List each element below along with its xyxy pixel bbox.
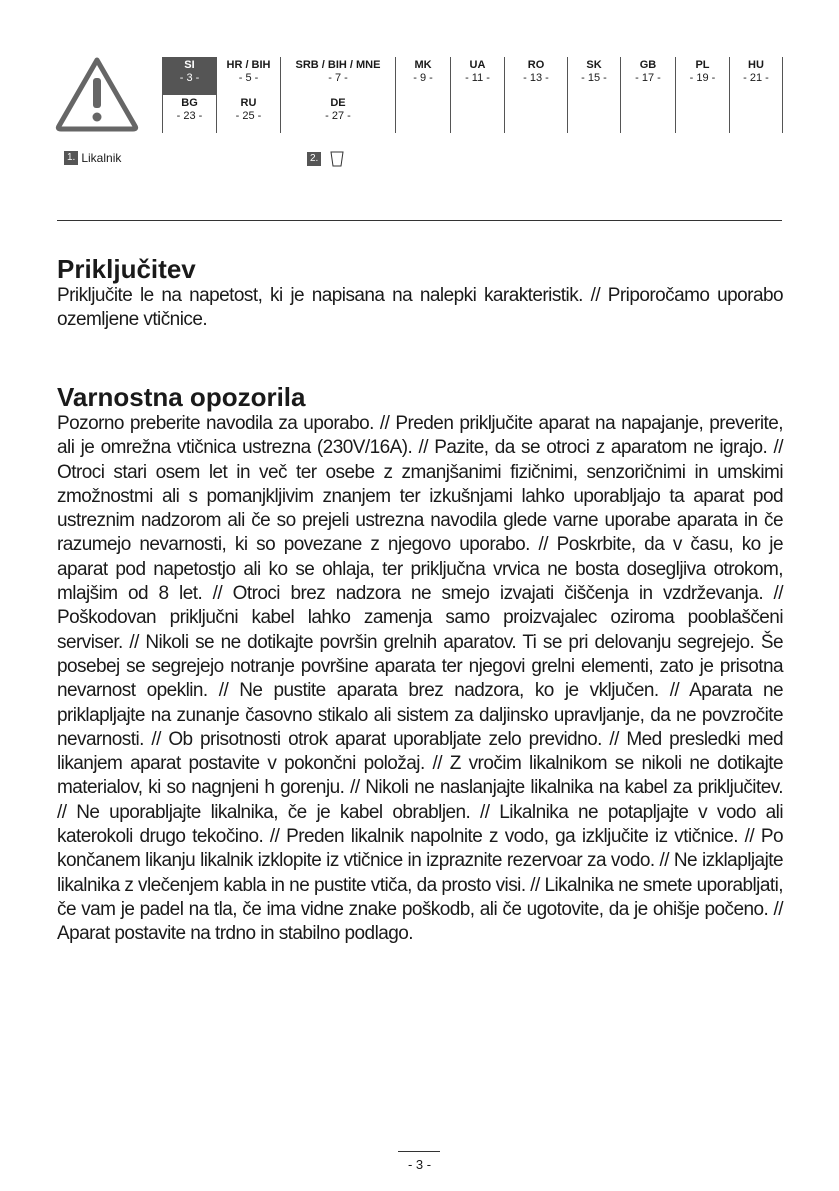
- section-text: Priključite le na napetost, ki je napisana na nalepki karakteristik. // Priporočamo uporabo ozemljene vtičnice.: [57, 285, 783, 331]
- lang-cell-bg[interactable]: BG - 23 -: [163, 95, 217, 133]
- lang-cell-empty: [621, 95, 676, 133]
- lang-cell-hr-bih[interactable]: HR / BIH - 5 -: [217, 57, 281, 95]
- section-text: Pozorno preberite navodila za uporabo. // Preden priključite aparat na napajanje, preverite, ali je omrežna vtičnica ustrezna (230V/16A). // Pazite, da se otroci z aparatom ne igrajo. // Otroci stari osem let in več ter osebe z zmanjšanimi fizičnimi, senzoričnimi in umskimi zmožnostmi ali s pomanjkljivim znanjem ter izkušnjami lahko uporabljajo ta aparat pod ustreznim nadzorom ali če so prejeli ustrezna navodila glede varne uporabe aparata in če razumejo nevarnosti, ki so povezane z njegovo uporabo. // Poskrbite, da v času, ko je aparat pod napetostjo ali ko se ohlaja, ter priključna vrvica ne bosta dosegljiva otrokom, mlajšim od 8 let. // Otroci brez nadzora ne smejo izvajati čiščenja in vzdrževanja. // Poškodovan priključni kabel lahko zamenja samo proizvajalec oziroma pooblaščeni serviser. // Nikoli se ne dotikajte površin grelnih aparatov. Ti se pri delovanju segrejejo. Še posebej se segrejejo notranje površine aparata ter njegovi grelni elementi, zato je prisotna nevarnost opeklin. // Ne pustite aparata brez nadzora, ko je vključen. // Aparata ne priklapljajte na zunanje časovno stikalo ali sistem za daljinsko upravljanje, da ne povzročite nevarnosti. // Ob prisotnosti otrok aparat uporabljate zelo previdno. // Med presledki med likanjem aparat postavite v pokončni položaj. // Z vročim likalnikom se nikoli ne dotikajte materialov, ki so nagnjeni h gorenju. // Nikoli ne naslanjajte likalnika na kabel za priključitev. // Ne uporabljajte likalnika, če je kabel obrabljen. // Likalnika ne potapljajte v vodo ali katerokoli drugo tekočino. // Preden likalnik napolnite z vodo, ga izključite iz vtičnice. // Po končanem likanju likalnik izklopite iz vtičnice in izpraznite rezervoar za vodo. // Ne izklapljajte likalnika z vlečenjem kabla in ne pustite vtiča, da prosto visi. // Likalnika ne smete uporabljati, če vam je padel na tla, če ima vidne znake poškodb, ali če ugotovite, da je ohišje počeno. // Aparat postavite na trdno in stabilno podlago.: [57, 413, 783, 945]
- legend-item-cup: [307, 151, 344, 167]
- measuring-cup-icon: [330, 151, 344, 167]
- lang-cell-empty: [451, 95, 505, 133]
- language-index-table: [162, 57, 783, 133]
- legend-number: 1.: [64, 151, 78, 165]
- horizontal-divider: [57, 220, 782, 221]
- lang-cell-empty: [676, 95, 730, 133]
- lang-cell-ua[interactable]: UA - 11 -: [451, 57, 505, 95]
- page-number: - 3 -: [407, 1157, 432, 1172]
- lang-cell-gb[interactable]: GB - 17 -: [621, 57, 676, 95]
- lang-cell-empty: [505, 95, 568, 133]
- section-title: Varnostna opozorila: [57, 382, 306, 412]
- lang-cell-sk[interactable]: SK - 15 -: [568, 57, 621, 95]
- lang-cell-empty: [568, 95, 621, 133]
- lang-cell-empty: [396, 95, 451, 133]
- lang-cell-empty: [730, 95, 783, 133]
- footer-divider: [398, 1151, 440, 1152]
- lang-cell-si[interactable]: SI - 3 -: [163, 57, 217, 95]
- lang-cell-de[interactable]: DE - 27 -: [281, 95, 396, 133]
- warning-triangle-icon: [55, 56, 139, 132]
- legend-label: Likalnik: [81, 151, 122, 165]
- legend-number: 2.: [307, 152, 321, 166]
- lang-cell-hu[interactable]: HU - 21 -: [730, 57, 783, 95]
- lang-cell-mk[interactable]: MK - 9 -: [396, 57, 451, 95]
- lang-cell-pl[interactable]: PL - 19 -: [676, 57, 730, 95]
- legend-item-iron: [64, 151, 121, 165]
- lang-cell-srb-bih-mne[interactable]: SRB / BIH / MNE - 7 -: [281, 57, 396, 95]
- lang-cell-ro[interactable]: RO - 13 -: [505, 57, 568, 95]
- connection-section: [57, 254, 783, 333]
- lang-cell-ru[interactable]: RU - 25 -: [217, 95, 281, 133]
- section-title: Priključitev: [57, 254, 196, 284]
- safety-warnings-section: [57, 382, 783, 947]
